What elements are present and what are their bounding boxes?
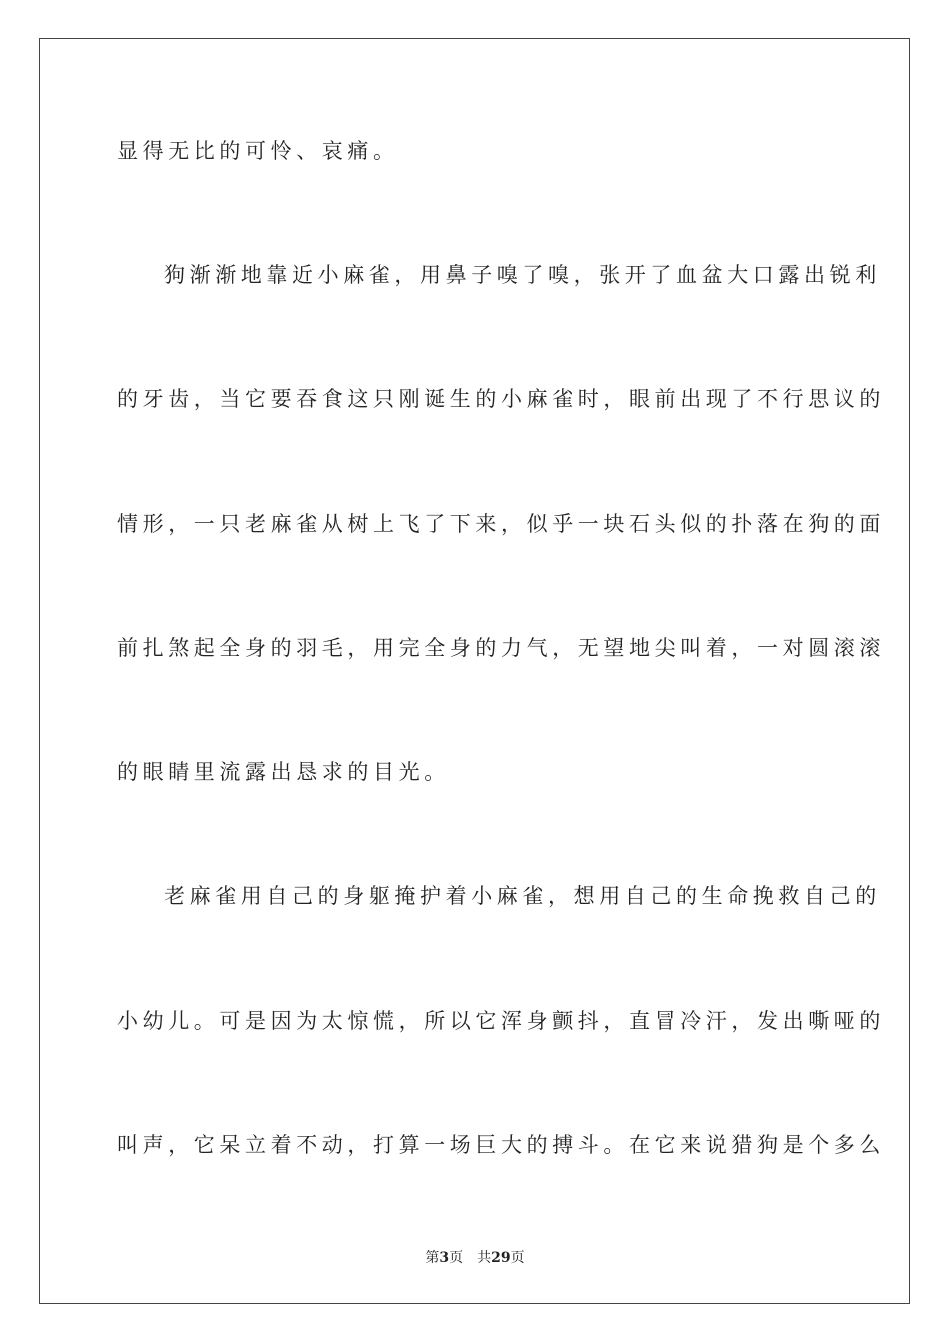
text-line-7: 老麻雀用自己的身躯掩护着小麻雀，想用自己的生命挽救自己的 (164, 884, 881, 908)
text-line-2: 狗渐渐地靠近小麻雀，用鼻子嗅了嗅，张开了血盆大口露出锐利 (164, 263, 881, 287)
total-prefix: 共 (477, 1250, 492, 1266)
text-line-1: 显得无比的可怜、哀痛。 (117, 139, 399, 163)
total-pages: 29 (491, 1250, 511, 1266)
total-suffix: 页 (510, 1250, 525, 1266)
text-line-3: 的牙齿，当它要吞食这只刚诞生的小麻雀时，眼前出现了不行思议的 (117, 387, 885, 411)
text-line-4: 情形，一只老麻雀从树上飞了下来，似乎一块石头似的扑落在狗的面 (117, 512, 885, 536)
page-number: 3 (439, 1250, 450, 1266)
text-line-6: 的眼睛里流露出恳求的目光。 (117, 760, 450, 784)
text-line-8: 小幼儿。可是因为太惊慌，所以它浑身颤抖，直冒冷汗，发出嘶哑的 (117, 1009, 885, 1033)
page-prefix: 第 (425, 1250, 440, 1266)
page-footer (0, 1247, 950, 1267)
text-line-9: 叫声，它呆立着不动，打算一场巨大的搏斗。在它来说猎狗是个多么 (117, 1133, 885, 1157)
page-border (39, 38, 910, 1304)
page-suffix: 页 (449, 1250, 464, 1266)
text-line-5: 前扎煞起全身的羽毛，用完全身的力气，无望地尖叫着，一对圆滚滚 (117, 636, 885, 660)
